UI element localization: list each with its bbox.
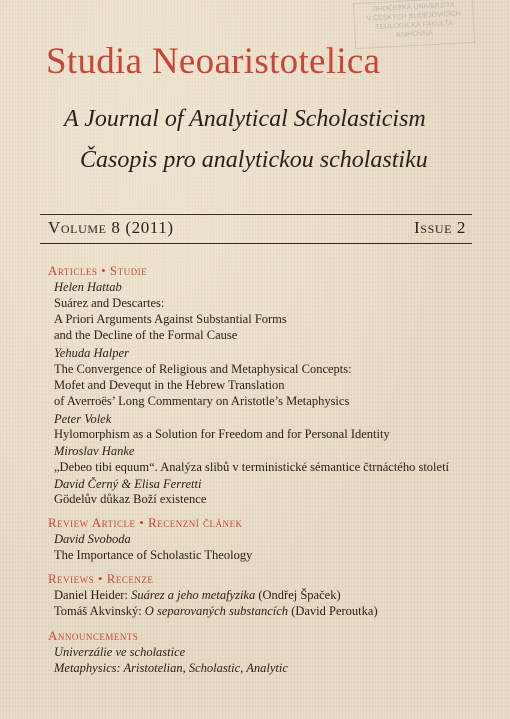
review-article-title: The Importance of Scholastic Theology xyxy=(54,548,253,562)
journal-subtitle-czech: Časopis pro analytickou scholastiku xyxy=(80,147,428,173)
article-author: Peter Volek xyxy=(54,412,112,426)
article-title-line: A Priori Arguments Against Substantial Forms xyxy=(54,312,287,326)
review-reviewer: (David Peroutka) xyxy=(288,604,378,618)
article-author: David Černý & Elisa Ferretti xyxy=(54,477,202,491)
stamp-line: V ČESKÝCH BUDĚJOVICÍCH xyxy=(366,10,462,23)
journal-subtitle-english: A Journal of Analytical Scholasticism xyxy=(64,106,426,132)
journal-title: Studia Neoaristotelica xyxy=(46,41,381,82)
section-heading-articles: Articles • Studie xyxy=(48,263,148,278)
stamp-line: TEOLOGICKÁ FAKULTA xyxy=(375,19,454,32)
article-title-line: „Debeo tibi equum“. Analýza slibů v terministické sémantice čtrnáctého století xyxy=(54,460,450,474)
article-title-line: The Convergence of Religious and Metaphysical Concepts: xyxy=(54,362,352,376)
review-book-title: O separovaných substancích xyxy=(144,604,289,618)
review-book-author: Daniel Heider: xyxy=(54,588,132,602)
stamp-line: JIHOČESKÁ UNIVERZITA xyxy=(371,1,455,14)
article-author: Helen Hattab xyxy=(54,280,122,294)
review-book-title: Suárez a jeho metafyzika xyxy=(131,588,256,602)
article-title-line: of Averroës’ Long Commentary on Aristotle’s Metaphysics xyxy=(54,394,350,408)
announcement-item: Metaphysics: Aristotelian, Scholastic, Analytic xyxy=(54,661,288,675)
article-title-line: and the Decline of the Formal Cause xyxy=(54,328,238,342)
article-title-line: Mofet and Devequt in the Hebrew Translation xyxy=(54,378,285,392)
article-author: Miroslav Hanke xyxy=(54,444,135,458)
volume-label: Volume 8 (2011) xyxy=(48,218,174,237)
article-title-line: Hylomorphism as a Solution for Freedom and for Personal Identity xyxy=(54,427,390,441)
announcement-item: Univerzálie ve scholastice xyxy=(54,645,186,659)
issue-label: Issue 2 xyxy=(414,218,466,237)
section-heading-announcements: Announcements xyxy=(48,628,139,643)
article-title-line: Suárez and Descartes: xyxy=(54,296,165,310)
article-author: Yehuda Halper xyxy=(54,346,129,360)
article-title-line: Gödelův důkaz Boží existence xyxy=(54,492,207,506)
review-book-author: Tomáš Akvinský: xyxy=(54,604,145,618)
section-heading-reviews: Reviews • Recenze xyxy=(48,571,154,586)
section-heading-review-article: Review Article • Recenzní článek xyxy=(48,515,243,530)
divider xyxy=(40,243,472,244)
review-article-author: David Svoboda xyxy=(54,532,131,546)
review-reviewer: (Ondřej Špaček) xyxy=(255,588,341,602)
review-item xyxy=(54,588,341,603)
divider xyxy=(40,214,472,215)
stamp-line: KNIHOVNA xyxy=(396,30,434,39)
review-item xyxy=(54,604,378,619)
